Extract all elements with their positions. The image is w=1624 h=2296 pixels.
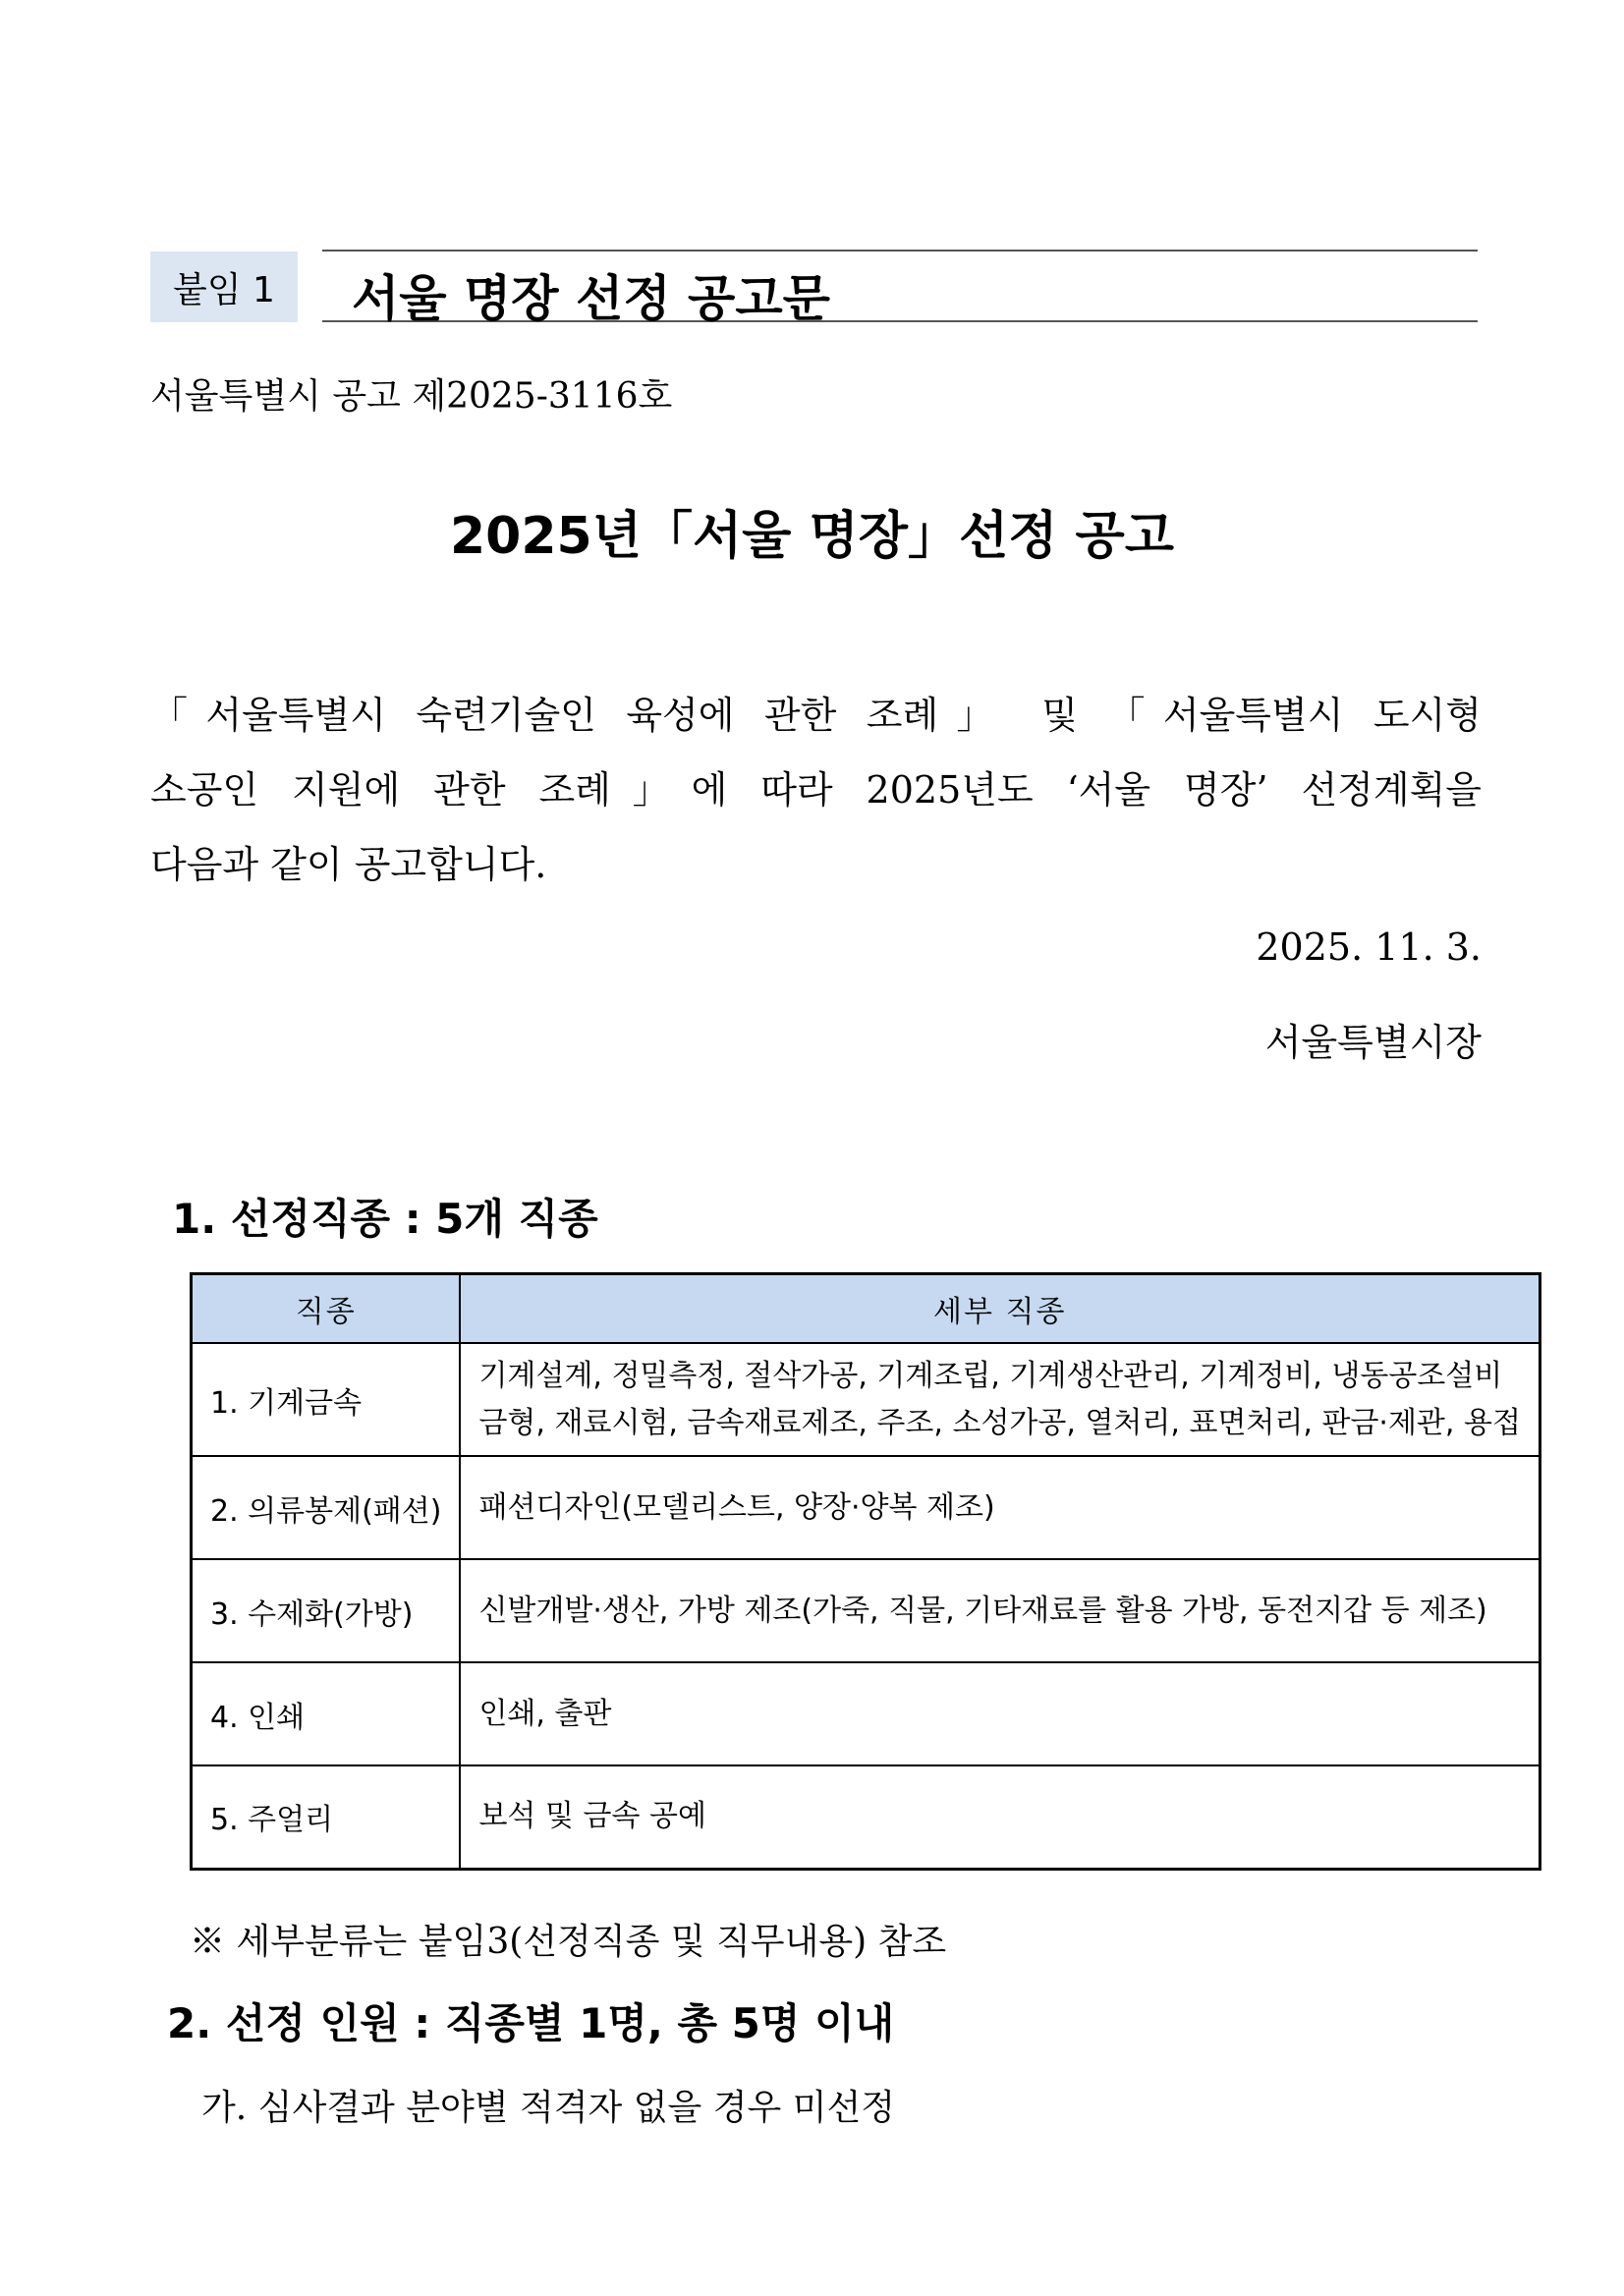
notice-number: 서울특별시 공고 제2025-3116호 bbox=[150, 376, 673, 417]
job-category-table bbox=[190, 1272, 1541, 1871]
body-line: 소공인 지원에 관한 조례」에 따라 2025년도 ‘서울 명장’ 선정계획을 bbox=[150, 768, 1482, 812]
category-cell: 3. 수제화(가방) bbox=[192, 1559, 461, 1662]
details-cell bbox=[460, 1765, 1540, 1869]
details-line: 패션디자인(모델리스트, 양장·양복 제조) bbox=[478, 1489, 995, 1525]
section-1-heading: 1. 선정직종 : 5개 직종 bbox=[172, 1195, 598, 1243]
section-2-item-a: 가. 심사결과 분야별 적격자 없을 경우 미선정 bbox=[201, 2088, 896, 2128]
column-header-category: 직종 bbox=[192, 1274, 461, 1344]
table-row bbox=[192, 1456, 1540, 1559]
section-2-heading: 2. 선정 인원 : 직종별 1명, 총 5명 이내 bbox=[167, 1999, 895, 2047]
document-title-box bbox=[322, 250, 1478, 327]
details-line: 기계설계, 정밀측정, 절삭가공, 기계조립, 기계생산관리, 기계정비, 냉동공조설비 bbox=[478, 1358, 1503, 1393]
details-cell bbox=[460, 1662, 1540, 1765]
details-cell bbox=[460, 1343, 1540, 1456]
attachment-badge-label: 붙임 1 bbox=[173, 269, 275, 310]
column-header-details: 세부 직종 bbox=[460, 1274, 1540, 1344]
details-cell bbox=[460, 1559, 1540, 1662]
document-title: 서울 명장 선정 공고문 bbox=[352, 270, 830, 327]
body-line: 다음과 같이 공고합니다. bbox=[150, 843, 547, 886]
table-header-row bbox=[192, 1274, 1540, 1344]
announcement-date: 2025. 11. 3. bbox=[1256, 925, 1482, 969]
signer: 서울특별시장 bbox=[1264, 1021, 1482, 1064]
category-cell: 4. 인쇄 bbox=[192, 1662, 461, 1765]
table-row bbox=[192, 1343, 1540, 1456]
body-line: 「서울특별시 숙련기술인 육성에 관한 조례」 및 「서울특별시 도시형 bbox=[150, 694, 1482, 737]
attachment-badge bbox=[150, 252, 298, 322]
details-line: 인쇄, 출판 bbox=[478, 1696, 612, 1731]
announcement-body bbox=[150, 678, 1482, 902]
details-line: 보석 및 금속 공예 bbox=[478, 1799, 706, 1834]
table-row bbox=[192, 1559, 1540, 1662]
category-cell: 5. 주얼리 bbox=[192, 1765, 461, 1869]
details-cell bbox=[460, 1456, 1540, 1559]
table-row bbox=[192, 1662, 1540, 1765]
announcement-title: 2025년「서울 명장」선정 공고 bbox=[449, 507, 1175, 566]
reference-note: ※ 세부분류는 붙임3(선정직종 및 직무내용) 참조 bbox=[190, 1922, 947, 1962]
category-cell: 2. 의류봉제(패션) bbox=[192, 1456, 461, 1559]
category-cell: 1. 기계금속 bbox=[192, 1343, 461, 1456]
details-line: 신발개발·생산, 가방 제조(가죽, 직물, 기타재료를 활용 가방, 동전지갑 등 제조) bbox=[478, 1593, 1487, 1628]
details-line: 금형, 재료시험, 금속재료제조, 주조, 소성가공, 열처리, 표면처리, 판금·제관, 용접 bbox=[478, 1405, 1521, 1440]
table-row bbox=[192, 1765, 1540, 1869]
